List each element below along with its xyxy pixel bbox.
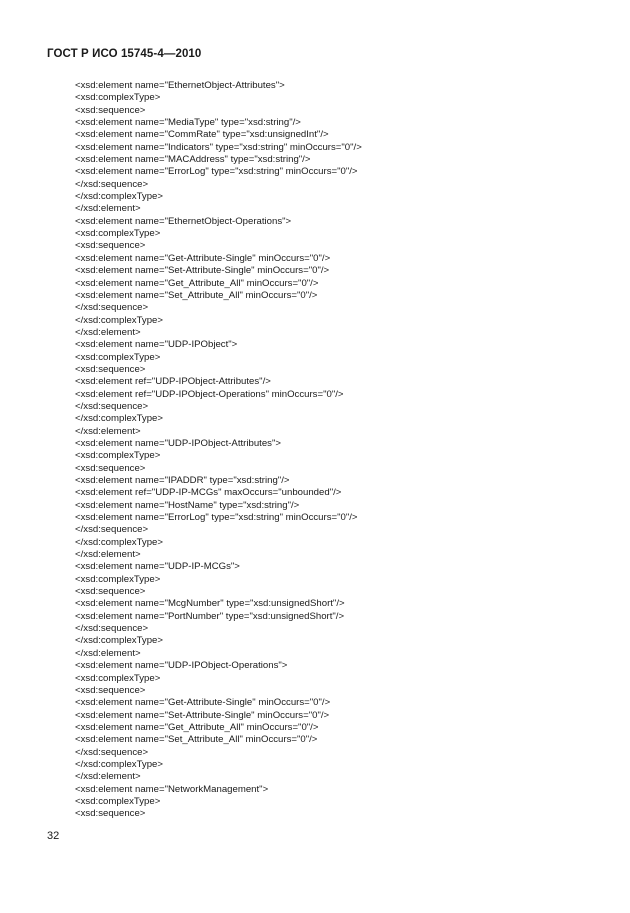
code-line: <xsd:complexType> [75, 573, 161, 585]
code-line: </xsd:element> [75, 647, 141, 659]
code-line: <xsd:element name="Get_Attribute_All" minOccurs="0"/> [75, 277, 319, 289]
code-line: <xsd:complexType> [75, 228, 161, 240]
code-line: <xsd:element name="McgNumber" type="xsd:unsignedShort"/> [75, 598, 345, 610]
code-line: <xsd:sequence> [75, 363, 146, 375]
code-line: </xsd:sequence> [75, 746, 149, 758]
code-line: </xsd:sequence> [75, 178, 149, 190]
code-line: <xsd:element name="EthernetObject-Operations"> [75, 215, 292, 227]
code-line: <xsd:element name="Get-Attribute-Single" minOccurs="0"/> [75, 252, 331, 264]
code-line: <xsd:element name="ErrorLog" type="xsd:string" minOccurs="0"/> [75, 512, 358, 524]
code-line: <xsd:element name="MediaType" type="xsd:string"/> [75, 117, 301, 129]
code-line: <xsd:element name="Set-Attribute-Single" minOccurs="0"/> [75, 709, 330, 721]
code-line: <xsd:complexType> [75, 92, 161, 104]
code-line: <xsd:element name="IPADDR" type="xsd:string"/> [75, 475, 290, 486]
code-line: <xsd:element name="Indicators" type="xsd:string" minOccurs="0"/> [75, 141, 362, 153]
page-number: 32 [47, 830, 60, 842]
code-line: <xsd:element name="UDP-IPObject"> [75, 339, 238, 351]
code-line: <xsd:complexType> [75, 672, 161, 684]
document-header: ГОСТ Р ИСО 15745-4—2010 [47, 48, 202, 60]
code-line: </xsd:complexType> [75, 635, 163, 647]
code-line: <xsd:sequence> [75, 240, 146, 252]
code-line: </xsd:element> [75, 771, 141, 783]
code-line: <xsd:sequence> [75, 808, 146, 820]
code-line: <xsd:element name="HostName" type="xsd:string"/> [75, 499, 300, 511]
code-line: <xsd:sequence> [75, 462, 146, 474]
code-line: <xsd:element name="Get-Attribute-Single" minOccurs="0"/> [75, 697, 331, 709]
code-line: <xsd:element name="NetworkManagement"> [75, 783, 269, 795]
code-line: </xsd:sequence> [75, 302, 149, 314]
code-line: <xsd:element name="EthernetObject-Attributes"> [75, 80, 285, 91]
code-line: </xsd:complexType> [75, 191, 163, 203]
code-line: <xsd:element ref="UDP-IPObject-Attributes"/> [75, 376, 271, 388]
code-line: <xsd:sequence> [75, 586, 146, 598]
xsd-code-listing [75, 80, 362, 821]
code-line: <xsd:element ref="UDP-IPObject-Operations" minOccurs="0"/> [75, 388, 344, 400]
code-line: <xsd:element name="Get_Attribute_All" minOccurs="0"/> [75, 721, 319, 733]
code-line: <xsd:complexType> [75, 351, 161, 363]
code-line: </xsd:complexType> [75, 413, 163, 425]
code-line: <xsd:element name="PortNumber" type="xsd:unsignedShort"/> [75, 610, 345, 622]
code-line: <xsd:element name="ErrorLog" type="xsd:string" minOccurs="0"/> [75, 166, 358, 178]
code-line: <xsd:complexType> [75, 795, 161, 807]
code-line: <xsd:element name="MACAddress" type="xsd:string"/> [75, 154, 311, 166]
code-line: <xsd:element name="CommRate" type="xsd:unsignedInt"/> [75, 129, 329, 141]
code-line: </xsd:sequence> [75, 524, 149, 536]
code-line: <xsd:element name="Set_Attribute_All" minOccurs="0"/> [75, 734, 318, 746]
code-line: <xsd:element ref="UDP-IP-MCGs" maxOccurs="unbounded"/> [75, 487, 342, 499]
code-line: <xsd:element name="UDP-IPObject-Attributes"> [75, 437, 281, 449]
code-line: <xsd:element name="UDP-IPObject-Operations"> [75, 660, 288, 672]
code-line: </xsd:complexType> [75, 758, 163, 770]
code-line: </xsd:element> [75, 549, 141, 561]
code-line: <xsd:element name="UDP-IP-MCGs"> [75, 561, 240, 573]
code-line: <xsd:element name="Set-Attribute-Single" minOccurs="0"/> [75, 265, 330, 277]
code-line: </xsd:sequence> [75, 623, 149, 635]
code-line: </xsd:complexType> [75, 536, 163, 548]
code-line: <xsd:element name="Set_Attribute_All" minOccurs="0"/> [75, 289, 318, 301]
code-line: </xsd:element> [75, 326, 141, 338]
code-line: </xsd:element> [75, 203, 141, 215]
code-line: </xsd:complexType> [75, 314, 163, 326]
code-line: <xsd:sequence> [75, 104, 146, 116]
code-line: </xsd:sequence> [75, 400, 149, 412]
code-line: <xsd:sequence> [75, 684, 146, 696]
code-line: <xsd:complexType> [75, 450, 161, 462]
code-line: </xsd:element> [75, 425, 141, 437]
